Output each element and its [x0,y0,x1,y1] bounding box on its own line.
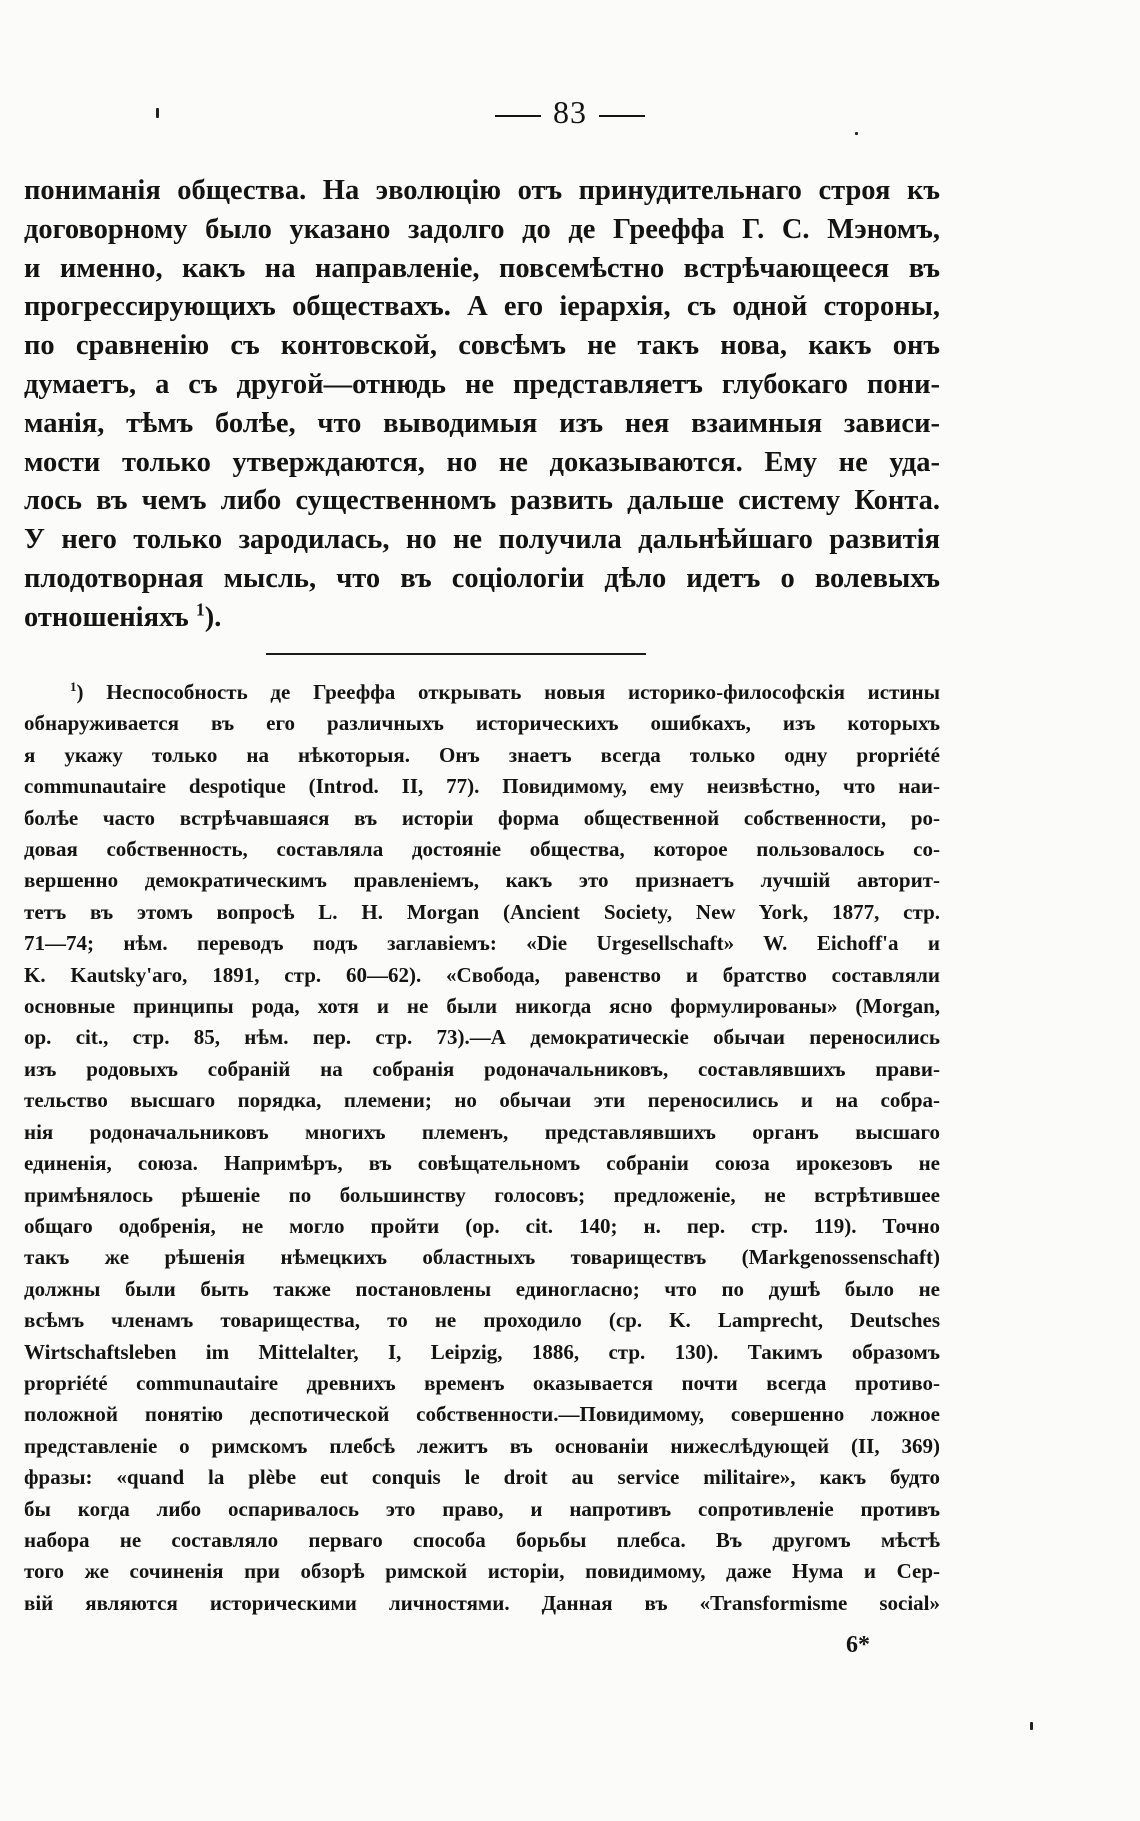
footnote-line: болѣе часто встрѣчавшаяся въ исторіи форма общественной собственности, ро- [24,805,940,830]
footnote-line: должны были быть также постановлены единогласно; что по душѣ было не [24,1276,940,1301]
page-number-text: 83 [553,94,587,130]
footnote-line: примѣнялось рѣшеніе по большинству голосовъ; предложеніе, не встрѣтившее [24,1182,940,1207]
footnote-line: вершенно демократическимъ правленіемъ, какъ это признаетъ лучшій авторит- [24,868,940,893]
footnote-line: я укажу только на нѣкоторыя. Онъ знаетъ всегда только одну propriété [24,742,940,767]
footnote-line: всѣмъ членамъ товарищества, то не проходило (ср. K. Lamprecht, Deutsches [24,1308,940,1333]
footnote-line: Wirtschaftsleben im Mittelalter, I, Leipzig, 1886, стр. 130). Такимъ образомъ [24,1339,940,1364]
scan-speck [855,132,858,135]
footnote [24,677,940,1619]
footnote-line: основные принципы рода, хотя и не были никогда ясно формулированы» (Morgan, [24,994,940,1019]
footnote-line: op. cit., стр. 85, нѣм. пер. стр. 73).—А демократическіе обычаи переносились [24,1025,940,1050]
footnote-line: изъ родовыхъ собраній на собранія родоначальниковъ, составлявшихъ прави- [24,1056,940,1081]
body-line: по сравненію съ контовской, совсѣмъ не такъ нова, какъ онъ [24,330,940,362]
footnote-line: бы когда либо оспаривалось это право, и напротивъ сопротивленіе противъ [24,1496,940,1521]
footnote-line: общаго одобренія, не могло пройти (op. cit. 140; н. пер. стр. 119). Точно [24,1213,940,1238]
footnote-line: тетъ въ этомъ вопросѣ L. H. Morgan (Ancient Society, New York, 1877, стр. [24,899,940,924]
footnote-line: вій являются историческими личностями. Данная въ «Transformisme social» [24,1590,940,1615]
body-line: мости только утверждаются, но не доказываются. Ему не уда- [24,446,940,478]
body-line: отношеніяхъ [24,601,189,633]
footnote-line: 71—74; нѣм. переводъ подъ заглавіемъ: «Die Urgesellschaft» W. Eichoff'a и [24,931,940,956]
body-line: пониманія общества. На эволюцію отъ принудительнаго строя къ [24,175,940,206]
footnote-line: довая собственность, составляла достояніе общества, которое пользовалось со- [24,837,940,862]
footnote-line: нія родоначальниковъ многихъ племенъ, представлявшихъ органъ высшаго [24,1119,940,1144]
footnote-reference: 1 [195,599,205,620]
page-number [0,94,1140,131]
main-paragraph [24,172,940,638]
footnote-line: тельство высшаго порядка, племени; но обычаи эти переносились и на собра- [24,1088,940,1113]
footnote-line: того же сочиненія при обзорѣ римской исторіи, повидимому, даже Нума и Сер- [24,1559,940,1584]
body-last-line [24,599,940,638]
left-dash [495,115,541,117]
footnote-line: фразы: «quand la plèbe eut conquis le droit au service militaire», какъ будто [24,1465,940,1490]
body-line: плодотворная мысль, что въ соціологіи дѣло идетъ о волевыхъ [24,562,940,594]
signature-mark: 6* [846,1632,870,1658]
footnote-line [24,677,940,708]
body-line: договорному было указано задолго до де Грееффа Г. С. Мэномъ, [24,213,940,245]
footnote-line: такъ же рѣшенія нѣмецкихъ областныхъ товариществъ (Markgenossenschaft) [24,1245,940,1270]
footnote-line: K. Kautsky'аго, 1891, стр. 60—62). «Свобода, равенство и братство составляли [24,962,940,987]
footnote-line: положной понятію деспотической собственности.—Повидимому, совершенно ложное [24,1402,940,1427]
footnote-line-text: ) Неспособность де Грееффа открывать новыя историко-философскія истины [76,680,940,704]
right-dash [599,115,645,117]
footnote-line: обнаруживается въ его различныхъ историческихъ ошибкахъ, изъ которыхъ [24,711,940,736]
footnote-line: представленіе о римскомъ плебсѣ лежитъ въ основаніи нижеслѣдующей (II, 369) [24,1433,940,1458]
scan-speck [1030,1722,1033,1730]
body-line: У него только зародилась, но не получила дальнѣйшаго развитія [24,524,940,556]
body-line: и именно, какъ на направленіе, повсемѣстно встрѣчающееся въ [24,252,940,284]
footnote-line: единенія, союза. Напримѣръ, въ совѣщательномъ собраніи союза ирокезовъ не [24,1151,940,1176]
footnote-marker: 1 [70,679,77,694]
body-line: прогрессирующихъ обществахъ. А его іерархія, съ одной стороны, [24,291,940,323]
footnote-line: propriété communautaire древнихъ временъ оказывается почти всегда противо- [24,1370,940,1395]
scan-speck [156,108,159,118]
body-tail: ). [204,601,222,633]
footnote-line: набора не составляло перваго способа борьбы плебса. Въ другомъ мѣстѣ [24,1527,940,1552]
body-line: думаетъ, а съ другой—отнюдь не представляетъ глубокаго пони- [24,368,940,400]
footnote-line: communautaire despotique (Introd. II, 77). Повидимому, ему неизвѣстно, что наи- [24,774,940,799]
body-line: манія, тѣмъ болѣе, что выводимыя изъ нея взаимныя зависи- [24,407,940,439]
body-line: лось въ чемъ либо существенномъ развить дальше систему Конта. [24,485,940,517]
footnote-divider [266,653,646,655]
